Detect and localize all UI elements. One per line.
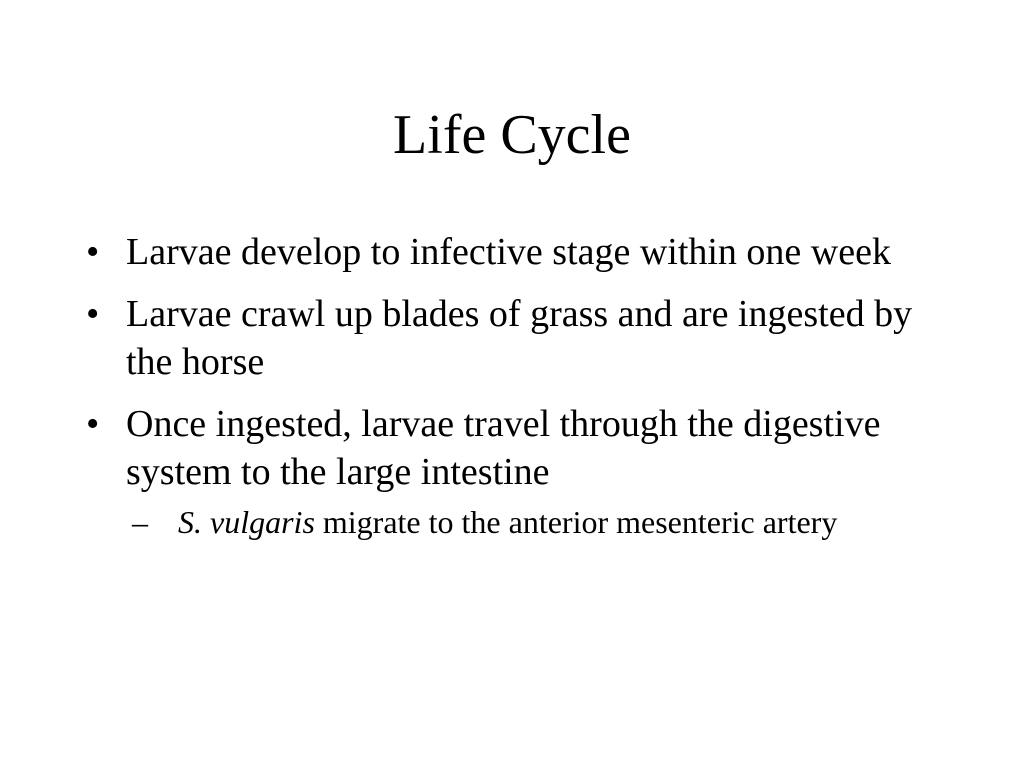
sub-bullet-text: migrate to the anterior mesenteric artery	[314, 504, 838, 540]
bullet-text: Once ingested, larvae travel through the digestive system to the large intestine	[126, 403, 881, 493]
bullet-marker: •	[86, 403, 100, 445]
slide-title: Life Cycle	[393, 104, 631, 166]
species-name: S. vulgaris	[178, 504, 315, 540]
bullet-text: Larvae develop to infective stage within one week	[126, 231, 891, 273]
bullet-item	[86, 400, 966, 543]
bullet-item	[86, 228, 966, 276]
bullet-marker: •	[86, 293, 100, 335]
sub-bullet-list	[126, 502, 966, 543]
sub-bullet-marker: –	[132, 504, 148, 540]
bullet-item	[86, 290, 966, 386]
bullet-list	[86, 228, 966, 557]
bullet-marker: •	[86, 231, 100, 273]
bullet-text: Larvae crawl up blades of grass and are ingested by the horse	[126, 293, 913, 383]
sub-bullet-item	[132, 502, 966, 543]
